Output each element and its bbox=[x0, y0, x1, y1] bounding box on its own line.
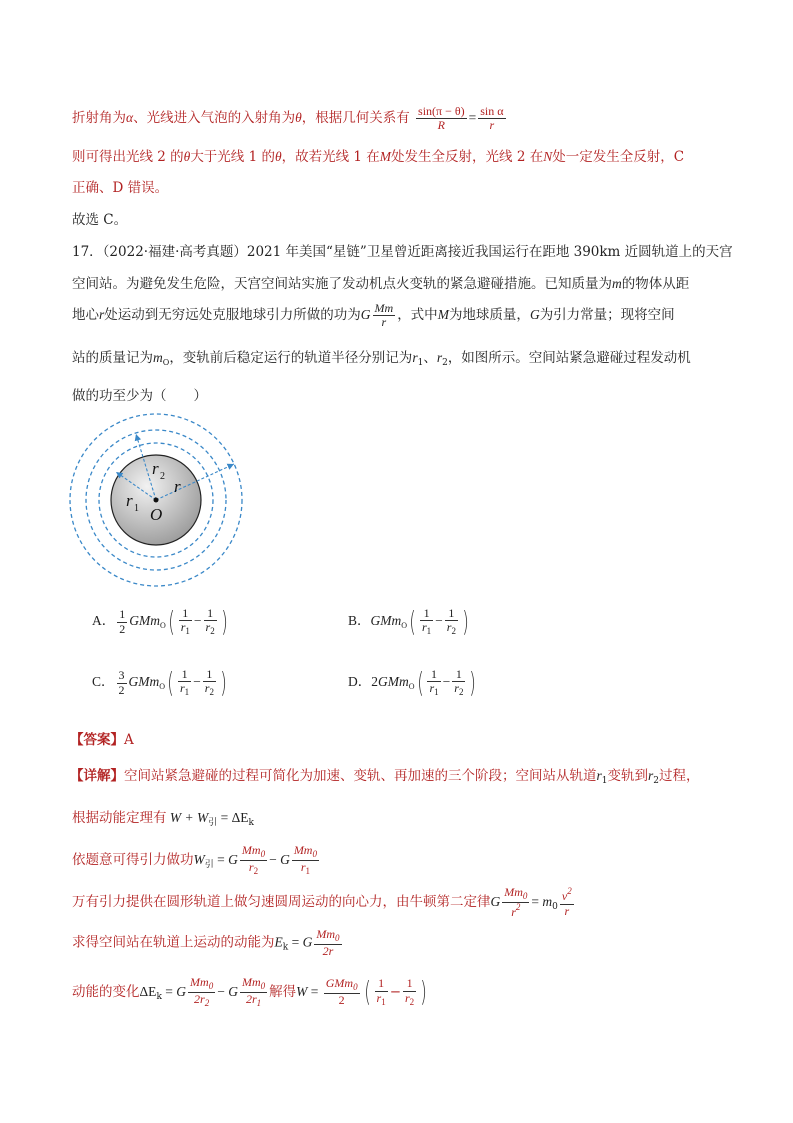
detail-line-1: 【详解】空间站紧急避碰的过程可简化为加速、变轨、再加速的三个阶段；空间站从轨道$r_1$变轨到$r_2$过程， bbox=[70, 768, 700, 786]
label-O: O bbox=[150, 505, 163, 524]
orbit-diagram bbox=[68, 412, 248, 592]
fraction: $\frac{\sin(\pi - \theta)}{R}$ bbox=[418, 104, 465, 133]
question-line-5: 做的功至少为（ ） bbox=[72, 388, 207, 404]
answer-line: 【答案】A bbox=[70, 732, 134, 748]
question-line-2: 空间站。为避免发生危险，天宫空间站实施了发动机点火变轨的紧急避碰措施。已知质量为m的物体从距 bbox=[72, 276, 690, 292]
option-C[interactable]: C． $\frac{3}{2}$ GMm$_O$( $\frac{1}{r_1}$ − $\frac{1}{r_2}$ ) bbox=[92, 666, 227, 700]
fraction: $\frac{\text{sin α}}{r}$ bbox=[480, 104, 504, 133]
intro-line-3: 正确、D 错误。 bbox=[72, 180, 169, 196]
intro-line-1: 折射角为α、光线进入气泡的入射角为θ，根据几何关系有 $\frac{\sin(\pi - \theta)}{R}$ = $\frac{\text{sin α}}{r}$ bbox=[72, 104, 504, 133]
detail-line-4: 万有引力提供在圆形轨道上做匀速圆周运动的向心力，由牛顿第二定律G $\frac{Mm_0}{r^2}$ = $m_0$ $\frac{v^2}{r}$ bbox=[72, 885, 572, 919]
intro-line-4: 故选 C。 bbox=[72, 212, 128, 228]
label-r: r bbox=[174, 477, 181, 496]
detail-line-3: 依题意可得引力做功$W_引 = G$ $\frac{Mm_0}{r_2}$ − G $\frac{Mm_0}{r_1}$ bbox=[72, 843, 317, 876]
theta-symbol: θ bbox=[295, 110, 302, 126]
question-line-1: 17．（2022·福建·高考真题）2021 年美国“星链”卫星曾近距离接近我国运行在距地 390km 近圆轨道上的天宫 bbox=[72, 244, 733, 260]
option-B[interactable]: B．GMm$_O$( $\frac{1}{r_1}$ − $\frac{1}{r_2}$ ) bbox=[348, 605, 469, 639]
detail-line-2: 根据动能定理有 $W + W_引 = \Delta E_k$ bbox=[72, 810, 255, 828]
option-D[interactable]: D．2GMm$_O$( $\frac{1}{r_1}$ − $\frac{1}{r_2}$ ) bbox=[348, 666, 477, 700]
alpha-symbol: α bbox=[126, 110, 134, 126]
intro-text: ，根据几何关系有 bbox=[301, 110, 410, 127]
intro-text: 、光线进入气泡的入射角为 bbox=[133, 110, 296, 127]
intro-line-2: 则可得出光线 2 的θ大于光线 1 的θ，故若光线 1 在M处发生全反射，光线 2 在N处一定发生全反射，C bbox=[72, 149, 685, 165]
intro-text: 折射角为 bbox=[72, 110, 126, 127]
question-line-3: 地心r处运动到无穷远处克服地球引力所做的功为G $\frac{Mm}{r}$ ，式中M为地球质量，G为引力常量；现将空间 bbox=[72, 301, 675, 330]
label-r2: r bbox=[152, 459, 159, 478]
detail-line-5: 求得空间站在轨道上运动的动能为$E_k = G$ $\frac{Mm_0}{2r}$ bbox=[72, 927, 340, 958]
fraction: $\frac{Mm}{r}$ bbox=[374, 301, 394, 330]
label-r1: r bbox=[126, 491, 133, 510]
question-line-4: 站的质量记为$m_O$，变轨前后稳定运行的轨道半径分别记为$r_1$、$r_2$，如图所示。空间站紧急避碰过程发动机 bbox=[72, 350, 691, 368]
detail-line-6: 动能的变化$\Delta E_k = G$ $\frac{Mm_0}{2r_2}$ − G $\frac{Mm_0}{2r_1}$ 解得W = $\frac{GMm_0}{2}$ ( $\frac{1}{r_1}$ − $\frac{1}{r_2}$ ) bbox=[72, 975, 427, 1009]
svg-text:2: 2 bbox=[160, 471, 165, 482]
option-A[interactable]: A． $\frac{1}{2}$ GMm$_O$( $\frac{1}{r_1}$ − $\frac{1}{r_2}$ ) bbox=[92, 605, 228, 639]
svg-text:1: 1 bbox=[134, 503, 139, 514]
